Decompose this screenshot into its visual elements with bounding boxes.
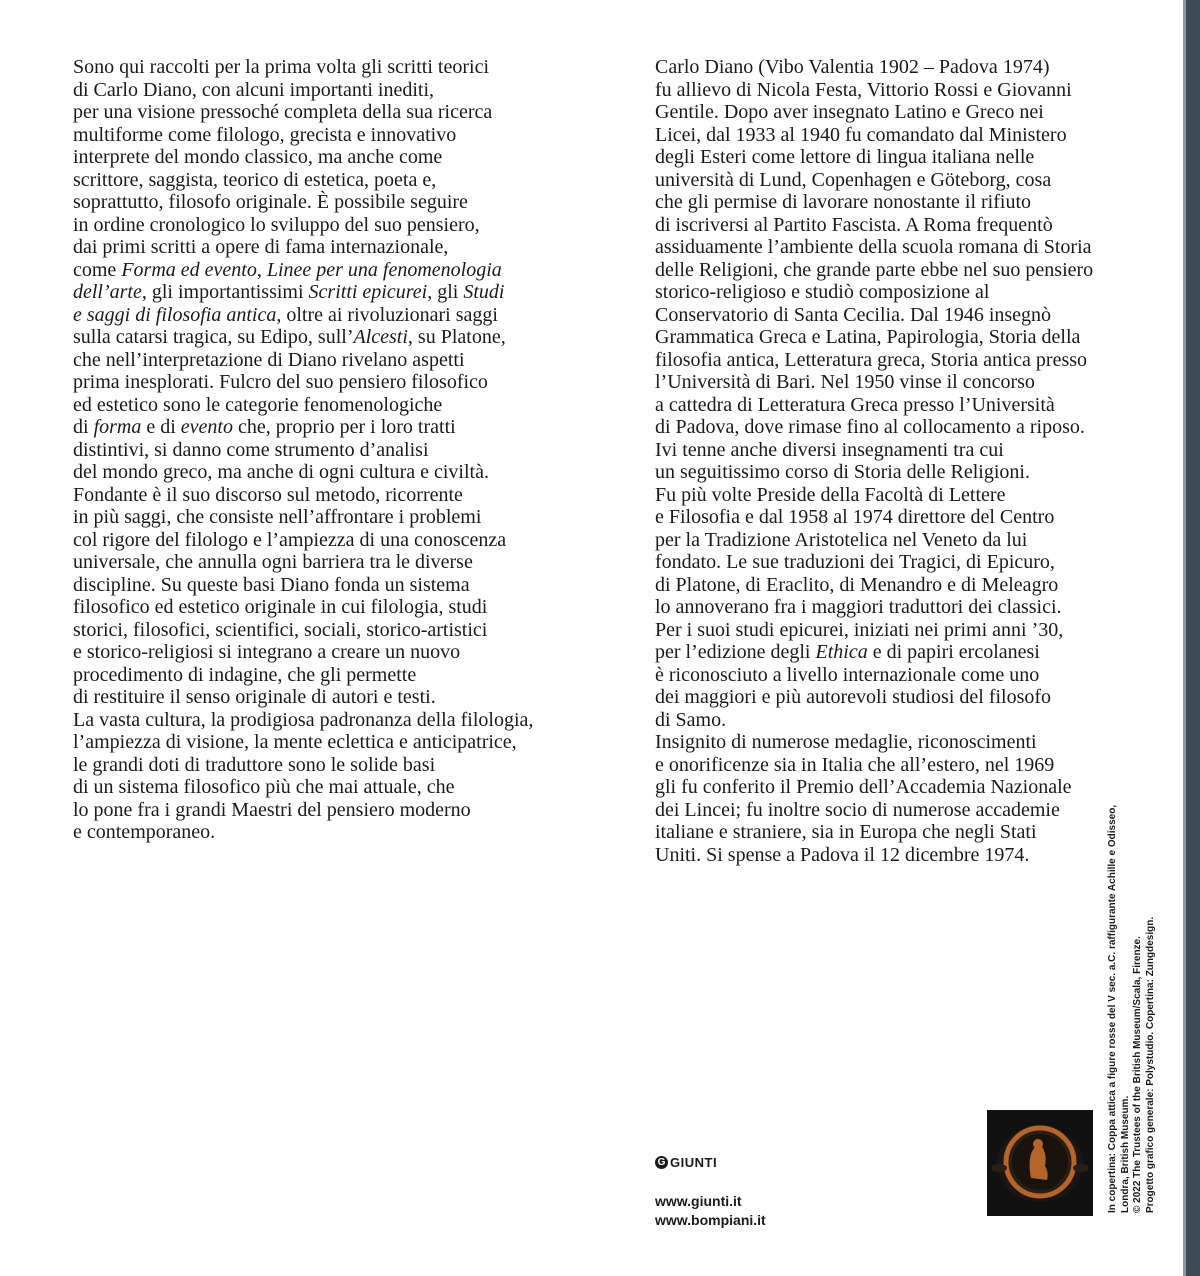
text-segment: che gli permise di lavorare nonostante il rifiuto <box>655 191 1031 213</box>
text-line <box>655 79 1105 102</box>
text-line <box>73 821 553 844</box>
text-line <box>73 574 553 597</box>
text-segment: assiduamente l’ambiente della scuola romana di Storia <box>655 236 1092 258</box>
text-line <box>655 596 1105 619</box>
text-line <box>655 844 1105 867</box>
text-line <box>73 506 553 529</box>
text-line <box>73 731 553 754</box>
text-line <box>73 214 553 237</box>
text-segment: e Filosofia e dal 1958 al 1974 direttore del Centro <box>655 506 1055 528</box>
text-line <box>655 259 1105 282</box>
text-segment: interprete del mondo classico, ma anche come <box>73 146 443 168</box>
text-line <box>655 821 1105 844</box>
text-line <box>73 416 553 439</box>
text-line <box>655 371 1105 394</box>
text-line <box>655 304 1105 327</box>
text-segment: Per i suoi studi epicurei, iniziati nei primi anni ’30, <box>655 618 1064 641</box>
text-line <box>73 551 553 574</box>
text-line <box>73 236 553 259</box>
text-segment: di un sistema filosofico più che mai attuale, che <box>73 776 455 798</box>
text-segment: scrittore, saggista, teorico di estetica, poeta e, <box>73 168 437 191</box>
text-line <box>655 439 1105 462</box>
text-line <box>73 619 553 642</box>
publisher-block <box>655 1155 766 1230</box>
text-line <box>655 619 1105 642</box>
credit-line: Londra, British Museum. <box>1119 1095 1131 1213</box>
text-segment: di Carlo Diano, con alcuni importanti inediti, <box>73 78 435 101</box>
text-segment: prima inesplorati. Fulcro del suo pensiero filosofico <box>73 371 488 393</box>
text-segment: sulla catarsi tragica, su Edipo, sull’ <box>73 326 354 348</box>
text-line <box>73 754 553 777</box>
text-segment: fu allievo di Nicola Festa, Vittorio Rossi e Giovanni <box>655 78 1072 101</box>
text-segment: dei Lincei; fu inoltre socio di numerose accademie <box>655 798 1060 821</box>
text-segment: La vasta cultura, la prodigiosa padronanza della filologia, <box>73 708 534 731</box>
text-line <box>655 799 1105 822</box>
text-segment: Sono qui raccolti per la prima volta gli scritti teorici <box>73 56 489 78</box>
text-line <box>73 686 553 709</box>
text-segment: Carlo Diano (Vibo Valentia 1902 – Padova 1974) <box>655 56 1050 78</box>
text-line <box>655 326 1105 349</box>
text-segment: università di Lund, Copenhagen e Göteborg, cosa <box>655 168 1052 191</box>
text-segment: storico-religioso e studiò composizione al <box>655 281 990 303</box>
text-segment: di iscriversi al Partito Fascista. A Roma frequentò <box>655 213 1053 236</box>
text-segment: e storico-religiosi si integrano a creare un nuovo <box>73 641 461 663</box>
text-segment: l’Università di Bari. Nel 1950 vinse il concorso <box>655 371 1035 393</box>
text-line <box>655 484 1105 507</box>
text-line <box>655 169 1105 192</box>
text-line <box>73 439 553 462</box>
text-segment: Gentile. Dopo aver insegnato Latino e Greco nei <box>655 101 1044 123</box>
text-segment: Grammatica Greca e Latina, Papirologia, Storia della <box>655 326 1081 348</box>
text-segment: che, proprio per i loro tratti <box>232 416 456 438</box>
text-segment: per la Tradizione Aristotelica nel Veneto da lui <box>655 528 1028 551</box>
right-text-column <box>655 56 1105 866</box>
text-line <box>655 574 1105 597</box>
text-line <box>73 169 553 192</box>
text-segment: Fondante è il suo discorso sul metodo, ricorrente <box>73 483 463 506</box>
italic-title-text: dell’arte <box>73 281 142 303</box>
credit-line: In copertina: Coppa attica a figure rosse del V sec. a.C. raffigurante Achille e Odisseo, <box>1107 804 1118 1213</box>
text-segment: Fu più volte Preside della Facoltà di Lettere <box>655 483 1006 506</box>
italic-title-text: e saggi di filosofia antica <box>73 303 277 326</box>
text-segment: delle Religioni, che grande parte ebbe nel suo pensiero <box>655 258 1094 281</box>
text-line <box>73 56 553 79</box>
text-segment: ed estetico sono le categorie fenomenologiche <box>73 393 443 416</box>
text-segment: gli fu conferito il Premio dell’Accademia Nazionale <box>655 776 1072 798</box>
text-line <box>73 371 553 394</box>
text-segment: , oltre ai rivoluzionari saggi <box>276 303 498 326</box>
italic-title-text: Alcesti <box>353 326 408 348</box>
text-line <box>655 416 1105 439</box>
text-line <box>655 461 1105 484</box>
text-segment: in più saggi, che consiste nell’affrontare i problemi <box>73 506 482 528</box>
italic-title-text: Ethica <box>815 641 868 663</box>
text-segment: per l’edizione degli <box>655 641 816 663</box>
text-segment: in ordine cronologico lo sviluppo del suo pensiero, <box>73 213 480 236</box>
text-segment: Ivi tenne anche diversi insegnamenti tra cui <box>655 438 1004 461</box>
text-line <box>655 281 1105 304</box>
text-segment: Insignito di numerose medaglie, riconoscimenti <box>655 731 1037 753</box>
text-segment: italiane e straniere, sia in Europa che negli Stati <box>655 821 1037 843</box>
text-segment: , gli importantissimi <box>141 281 309 303</box>
text-segment: procedimento di indagine, che gli permette <box>73 663 417 686</box>
italic-title-text: Scritti epicurei <box>308 281 428 303</box>
text-line <box>655 551 1105 574</box>
text-line <box>73 146 553 169</box>
text-segment: è riconosciuto a livello internazionale come uno <box>655 663 1040 686</box>
text-line <box>655 124 1105 147</box>
text-segment: degli Esteri come lettore di lingua italiana nelle <box>655 146 1035 168</box>
text-segment: dai primi scritti a opere di fama internazionale, <box>73 236 449 258</box>
text-line <box>73 799 553 822</box>
text-line <box>73 529 553 552</box>
text-line <box>655 101 1105 124</box>
text-segment: del mondo greco, ma anche di ogni cultura e civiltà. <box>73 461 489 483</box>
text-line <box>655 191 1105 214</box>
text-line <box>73 259 553 282</box>
text-line <box>73 191 553 214</box>
text-segment: distintivi, si danno come strumento d’analisi <box>73 438 429 461</box>
text-segment: discipline. Su queste basi Diano fonda un sistema <box>73 573 470 596</box>
text-segment: e di <box>141 416 181 438</box>
text-segment: lo annoverano fra i maggiori traduttori dei classici. <box>655 596 1062 618</box>
text-line <box>73 596 553 619</box>
text-segment: le grandi doti di traduttore sono le solide basi <box>73 753 436 776</box>
text-segment: di Padova, dove rimase fino al collocamento a riposo. <box>655 416 1085 438</box>
text-segment: col rigore del filologo e l’ampiezza di una conoscenza <box>73 528 507 551</box>
text-segment: , gli <box>427 281 464 303</box>
text-line <box>655 754 1105 777</box>
text-segment: universale, che annulla ogni barriera tra le diverse <box>73 551 473 573</box>
italic-title-text: Linee per una fenomenologia <box>266 258 502 281</box>
text-segment: l’ampiezza di visione, la mente eclettica e anticipatrice, <box>73 731 517 753</box>
text-line <box>73 484 553 507</box>
credit-line: © 2022 The Trustees of the British Museum/Scala, Firenze. <box>1132 936 1143 1213</box>
text-segment: come <box>73 258 122 281</box>
text-segment: Conservatorio di Santa Cecilia. Dal 1946 insegnò <box>655 303 1052 326</box>
text-segment: di Samo. <box>655 708 727 731</box>
text-segment: fondato. Le sue traduzioni dei Tragici, di Epicuro, <box>655 551 1055 573</box>
text-line <box>655 776 1105 799</box>
credit-line: Progetto grafico generale: Polystudio. Copertina: Zungdesign. <box>1144 916 1156 1213</box>
text-line <box>73 641 553 664</box>
text-line <box>655 506 1105 529</box>
text-line <box>73 326 553 349</box>
text-line <box>73 101 553 124</box>
text-line <box>655 236 1105 259</box>
giunti-logo <box>655 1155 766 1170</box>
text-segment: , <box>256 258 267 281</box>
text-line <box>655 214 1105 237</box>
text-line <box>655 731 1105 754</box>
italic-title-text: forma <box>93 416 142 438</box>
text-segment: un seguitissimo corso di Storia delle Religioni. <box>655 461 1030 483</box>
text-line <box>73 709 553 732</box>
text-segment: , su Platone, <box>407 326 506 348</box>
text-segment: e di papiri ercolanesi <box>867 641 1040 663</box>
text-segment: di <box>73 416 94 438</box>
giunti-logo-text: GIUNTI <box>670 1155 718 1170</box>
text-segment: lo pone fra i grandi Maestri del pensiero moderno <box>73 798 471 821</box>
cover-credits <box>1107 804 1157 1213</box>
left-text-column <box>73 56 553 844</box>
text-line <box>73 124 553 147</box>
text-segment: storici, filosofici, scientifici, sociali, storico-artistici <box>73 618 488 641</box>
text-segment: di restituire il senso originale di autori e testi. <box>73 686 436 708</box>
text-line <box>73 79 553 102</box>
text-line <box>73 394 553 417</box>
text-segment: e contemporaneo. <box>73 821 216 843</box>
text-line <box>655 709 1105 732</box>
red-figure-kylix-icon <box>987 1110 1093 1216</box>
italic-title-text: Studi <box>463 281 505 303</box>
text-line <box>73 776 553 799</box>
text-line <box>655 394 1105 417</box>
text-line <box>655 349 1105 372</box>
text-line <box>73 461 553 484</box>
text-line <box>73 349 553 372</box>
text-line <box>655 56 1105 79</box>
text-segment: a cattedra di Letteratura Greca presso l’Università <box>655 393 1055 416</box>
text-segment: di Platone, di Eraclito, di Menandro e di Meleagro <box>655 573 1059 596</box>
text-line <box>73 281 553 304</box>
text-line <box>655 641 1105 664</box>
text-segment: e onorificenze sia in Italia che all’estero, nel 1969 <box>655 753 1055 776</box>
text-segment: soprattutto, filosofo originale. È possibile seguire <box>73 191 468 213</box>
text-segment: che nell’interpretazione di Diano rivelano aspetti <box>73 348 465 371</box>
text-line <box>73 304 553 327</box>
bompiani-url[interactable]: www.bompiani.it <box>655 1212 766 1228</box>
cover-thumbnail <box>987 1110 1093 1216</box>
italic-title-text: Forma ed evento <box>121 258 257 281</box>
text-segment: per una visione pressoché completa della sua ricerca <box>73 101 493 123</box>
text-segment: filosofico ed estetico originale in cui filologia, studi <box>73 596 488 618</box>
italic-title-text: evento <box>180 416 233 438</box>
spine-stripe <box>1186 0 1200 1276</box>
text-line <box>655 686 1105 709</box>
text-segment: multiforme come filologo, grecista e innovativo <box>73 123 457 146</box>
text-line <box>655 664 1105 687</box>
text-line <box>655 529 1105 552</box>
text-segment: dei maggiori e più autorevoli studiosi del filosofo <box>655 686 1052 708</box>
text-segment: Uniti. Si spense a Padova il 12 dicembre 1974. <box>655 843 1030 866</box>
text-segment: filosofia antica, Letteratura greca, Storia antica presso <box>655 348 1088 371</box>
text-line <box>73 664 553 687</box>
giunti-url[interactable]: www.giunti.it <box>655 1193 742 1209</box>
text-line <box>655 146 1105 169</box>
text-segment: Licei, dal 1933 al 1940 fu comandato dal Ministero <box>655 123 1067 146</box>
giunti-logo-icon: G <box>655 1156 668 1169</box>
